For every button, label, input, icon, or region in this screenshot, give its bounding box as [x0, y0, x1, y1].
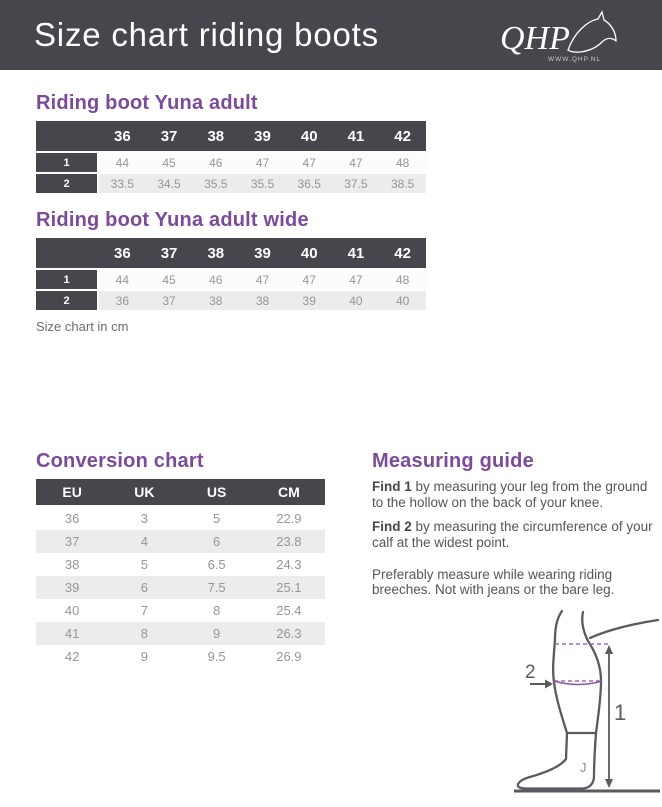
size-cell: 35.5 [204, 176, 228, 191]
size-cell: 47 [349, 272, 363, 287]
size-cell: 37.5 [344, 176, 368, 191]
table-row [36, 599, 325, 622]
size-cell: 48 [395, 155, 410, 170]
conversion-table [36, 479, 325, 668]
bottom-area [0, 450, 662, 807]
conv-cell: 40 [64, 603, 80, 618]
size-cell: 37 [162, 293, 176, 308]
size-cell: 45 [162, 155, 176, 170]
calf-label: 2 [525, 661, 536, 683]
row-label: 2 [36, 291, 97, 310]
size-header-cell: 36 [114, 244, 131, 262]
conv-cell: 42 [64, 649, 80, 664]
conv-cell: 26.9 [276, 649, 302, 664]
section-yuna-adult-wide [36, 209, 662, 310]
qhp-logo [500, 9, 624, 65]
find1-label: Find 1 [372, 479, 412, 494]
size-table-adult-wide [36, 238, 426, 310]
size-cell: 47 [255, 272, 270, 287]
conv-cell: 9.5 [207, 649, 226, 664]
find2-label: Find 2 [372, 519, 412, 535]
find2-paragraph [372, 519, 662, 550]
size-cell: 44 [115, 155, 130, 170]
row-label: 2 [36, 174, 97, 193]
conv-cell: 7.5 [207, 580, 226, 595]
measuring-guide-title: Measuring guide [372, 450, 534, 472]
table-row [36, 622, 325, 645]
size-table-header-row [36, 121, 426, 151]
size-header-cell: 38 [207, 127, 225, 145]
leg-measuring-diagram [498, 607, 660, 807]
header-bar [0, 0, 662, 70]
find2-text: by measuring the circumference of your calf at the widest point. [372, 519, 653, 550]
conv-cell: 4 [140, 534, 148, 549]
table-row [36, 576, 325, 599]
size-cell: 33.5 [110, 176, 135, 191]
table-row [36, 291, 426, 310]
table-row [36, 174, 426, 193]
qhp-url-text: WWW.QHP.NL [548, 56, 602, 63]
size-cell: 38 [255, 293, 270, 308]
conv-header-cell: EU [62, 484, 82, 500]
size-cell: 44 [115, 272, 130, 287]
size-header-cell: 37 [160, 127, 178, 145]
height-arrow [605, 645, 613, 788]
size-table-header-row [36, 238, 426, 268]
size-cell: 47 [302, 155, 316, 170]
table-row [36, 270, 426, 289]
size-header-cell: 41 [347, 127, 365, 145]
size-cell: 46 [209, 272, 223, 287]
size-chart-unit-note: Size chart in cm [36, 319, 129, 334]
size-cell: 36.5 [297, 176, 321, 191]
size-header-cell: 39 [254, 244, 271, 262]
conv-cell: 9 [213, 626, 221, 641]
table-row [36, 530, 325, 553]
conv-cell: 24.3 [276, 557, 302, 572]
table-row [36, 645, 325, 668]
height-label: 1 [614, 699, 627, 725]
size-cell: 35.5 [250, 176, 275, 191]
size-header-cell: 38 [207, 244, 225, 262]
conv-cell: 41 [64, 626, 80, 641]
conv-cell: 9 [140, 649, 148, 664]
size-header-cell: 42 [394, 127, 411, 145]
size-cell: 36 [115, 293, 130, 308]
conv-cell: 8 [140, 626, 148, 641]
conv-cell: 25.4 [276, 603, 302, 618]
conversion-section [36, 450, 336, 807]
size-header-cell: 41 [347, 244, 365, 262]
page-title: Size chart riding boots [34, 16, 379, 53]
size-cell: 38 [209, 293, 223, 308]
size-cell: 40 [395, 293, 410, 308]
conv-cell: 5 [140, 557, 148, 572]
boot-mark-label: J [580, 759, 587, 775]
conv-header-cell: UK [134, 484, 155, 500]
conv-cell: 6 [213, 534, 221, 549]
table-row [36, 153, 426, 172]
conv-cell: 6.5 [207, 557, 226, 572]
measuring-note: Preferably measure while wearing riding breeches. Not with jeans or the bare leg. [372, 566, 615, 598]
size-cell: 34.5 [157, 176, 181, 191]
size-cell: 47 [255, 155, 270, 170]
conv-cell: 39 [64, 580, 80, 595]
row-label: 1 [36, 153, 97, 172]
find1-paragraph [372, 479, 662, 510]
table-row [36, 507, 325, 530]
row-values [99, 153, 426, 172]
conv-cell: 22.9 [276, 511, 302, 526]
size-header-cell: 40 [300, 244, 318, 262]
conv-cell: 25.1 [276, 580, 302, 595]
measuring-guide-section [372, 450, 662, 807]
conversion-header-row [36, 479, 325, 505]
size-header-cell: 36 [114, 127, 131, 145]
size-header-cell: 39 [254, 127, 271, 145]
conv-cell: 5 [213, 511, 221, 526]
conv-cell: 8 [213, 603, 221, 618]
size-cell: 45 [162, 272, 176, 287]
conv-header-cell: CM [277, 484, 300, 500]
section-title: Riding boot Yuna adult wide [36, 209, 309, 231]
conv-cell: 3 [140, 511, 148, 526]
size-cell: 46 [209, 155, 223, 170]
size-header-cell: 37 [160, 244, 178, 262]
conv-header-cell: US [206, 484, 227, 500]
conv-cell: 6 [140, 580, 148, 595]
conv-cell: 26.3 [276, 626, 302, 641]
row-label: 1 [36, 270, 97, 289]
table-row [36, 553, 325, 576]
row-values [99, 291, 426, 310]
size-cell: 40 [349, 293, 363, 308]
row-values [99, 174, 426, 193]
section-title: Riding boot Yuna adult [36, 92, 258, 114]
row-values [99, 270, 426, 289]
size-header-cell: 42 [394, 244, 411, 262]
qhp-logo-text: QHP [500, 20, 570, 57]
qhp-logo-graphic [500, 9, 624, 65]
conv-cell: 38 [64, 557, 80, 572]
conv-cell: 23.8 [276, 534, 302, 549]
section-yuna-adult [36, 92, 662, 193]
horse-head-icon [568, 12, 616, 52]
size-cell: 38.5 [390, 176, 415, 191]
size-cell: 47 [302, 272, 316, 287]
size-table-adult [36, 121, 426, 193]
conv-cell: 36 [64, 511, 80, 526]
size-cell: 48 [395, 272, 410, 287]
conv-cell: 37 [64, 534, 80, 549]
find1-text: by measuring your leg from the ground to the hollow on the back of your knee. [372, 479, 648, 510]
conversion-title: Conversion chart [36, 450, 204, 472]
size-cell: 39 [302, 293, 316, 308]
size-header-cell: 40 [300, 127, 318, 145]
conv-cell: 7 [140, 603, 148, 618]
size-cell: 47 [349, 155, 363, 170]
leg-outline [518, 611, 658, 789]
